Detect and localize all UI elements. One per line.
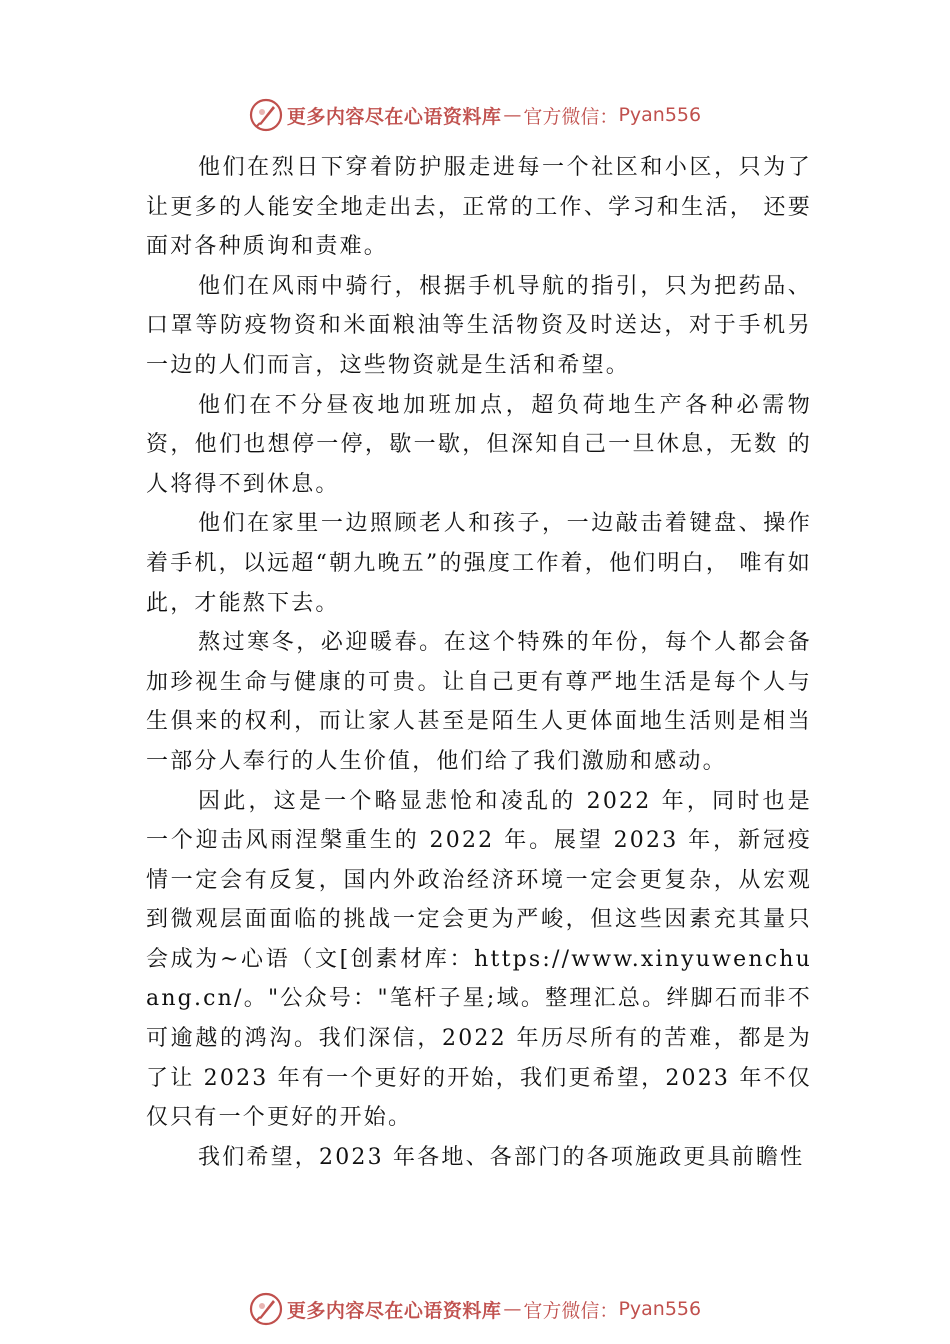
- paragraph-1: 他们在烈日下穿着防护服走进每一个社区和小区，只为了让更多的人能安全地走出去，正常的工作、学习和生活， 还要面对各种质询和责难。: [146, 155, 812, 260]
- footer-title: 更多内容尽在心语资料库: [286, 1299, 502, 1322]
- header-banner: [0, 95, 950, 135]
- header-contact-label: 官方微信：: [523, 105, 619, 128]
- paragraph-7: 我们希望，2023 年各地、各部门的各项施政更具前瞻性: [198, 1144, 805, 1170]
- paragraph-3: 他们在不分昼夜地加班加点，超负荷地生产各种必需物资，他们也想停一停，歇一歇，但深知自己一旦休息，无数 的人将得不到休息。: [146, 392, 812, 497]
- footer-separator: —: [503, 1298, 522, 1320]
- quill-logo-icon: [249, 1292, 283, 1326]
- quill-logo-icon: [249, 98, 283, 132]
- header-title: 更多内容尽在心语资料库: [286, 105, 502, 128]
- paragraph-2: 他们在风雨中骑行，根据手机导航的指引，只为把药品、口罩等防疫物资和米面粮油等生活物资及时送达，对于手机另一边的人们而言，这些物资就是生活和希望。: [146, 273, 812, 378]
- footer-contact-id: Pyan556: [618, 1298, 702, 1320]
- document-body: [146, 148, 812, 1177]
- paragraph-5: 熬过寒冬，必迎暖春。在这个特殊的年份，每个人都会备加珍视生命与健康的可贵。让自己更有尊严地生活是每个人与生俱来的权利，而让家人甚至是陌生人更体面地生活则是相当一部分人奉行的人生价值，他们给了我们激励和感动。: [146, 630, 812, 774]
- paragraph-6: 因此，这是一个略显悲怆和凌乱的 2022 年，同时也是一个迎击风雨涅槃重生的 2022 年。展望 2023 年，新冠疫情一定会有反复，国内外政治经济环境一定会更复杂，从宏观到微观层面面临的挑战一定会更为严峻，但这些因素充其量只会成为~心语（文[创素材库：https://www.xinyuwenchuang.cn/。"公众号："笔杆子星;域。整理汇总。绊脚石而非不可逾越的鸿沟。我们深信，2022 年历尽所有的苦难，都是为了让 2023 年有一个更好的开始，我们更希望，2023 年不仅仅只有一个更好的开始。: [146, 788, 812, 1131]
- paragraph-4: 他们在家里一边照顾老人和孩子，一边敲击着键盘、操作着手机，以远超“朝九晚五”的强度工作着，他们明白， 唯有如此，才能熬下去。: [146, 511, 812, 616]
- footer-contact-label: 官方微信：: [523, 1299, 619, 1322]
- header-separator: —: [503, 104, 522, 126]
- footer-banner: [0, 1289, 950, 1329]
- header-contact-id: Pyan556: [618, 104, 702, 126]
